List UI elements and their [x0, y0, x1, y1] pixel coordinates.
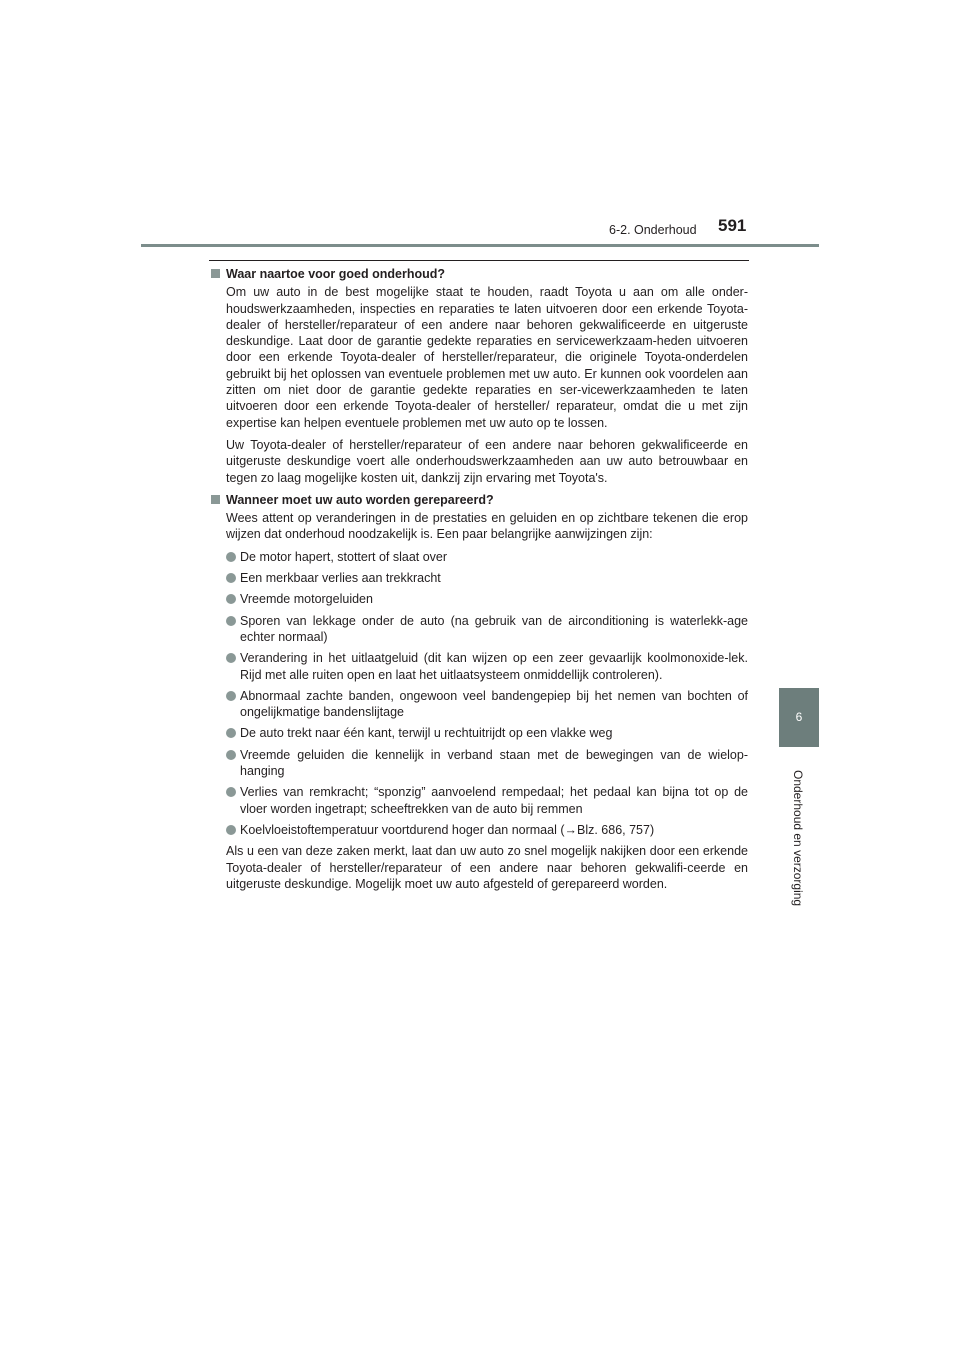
- page-content: [210, 266, 748, 898]
- list-item-text: Verlies van remkracht; “sponzig” aanvoelend rempedaal; het pedaal kan bijna tot op de vloer worden ingetrapt; scheeftrekken van de auto bij remmen: [240, 785, 748, 816]
- paragraph: Wees attent op veranderingen in de prestaties en geluiden en op zichtbare tekenen die erop wijzen dat onderhoud noodzakelijk is. Een paar belangrijke aanwijzingen zijn:: [226, 511, 748, 542]
- list-item-text: Sporen van lekkage onder de auto (na gebruik van de airconditioning is waterlekk-age echter normaal): [240, 613, 748, 644]
- paragraph: Om uw auto in de best mogelijke staat te houden, raadt Toyota u aan om alle onder-houdswerkzaamheden, inspecties en reparaties te laten uitvoeren door een erkende Toyota-dealer of hersteller/reparateur of een andere naar behoren gekwalificeerde en uitgeruste deskundige. Laat door de garantie gedekte reparaties en servicewerkzaam-heden uitvoeren door een erkende Toyota-dealer of hersteller/reparateur, die originele Toyota-onderdelen gebruikt bij het oplossen van eventuele problemen met uw auto. Er kunnen ook voordelen aan zitten om niet door de garantie gedekte reparaties en ser-vicewerkzaamheden te laten uitvoeren door een erkende Toyota-dealer of hersteller/ reparateur, omdat die u met zijn expertise kan helpen eventuele problemen met uw auto op te lossen.: [226, 285, 748, 430]
- list-item: [210, 688, 748, 721]
- list-item-text: Een merkbaar verlies aan trekkracht: [240, 571, 441, 586]
- circle-bullet-icon: [226, 616, 236, 626]
- page-number: 591: [718, 216, 747, 235]
- circle-bullet-icon: [226, 594, 236, 604]
- section-heading-where: [210, 266, 748, 282]
- circle-bullet-icon: [226, 573, 236, 583]
- list-item: [210, 549, 748, 565]
- circle-bullet-icon: [226, 653, 236, 663]
- list-item-text: Vreemde motorgeluiden: [240, 592, 373, 607]
- list-item-text: Vreemde geluiden die kennelijk in verband staan met de bewegingen van de wielop-hanging: [240, 747, 748, 779]
- circle-bullet-icon: [226, 691, 236, 701]
- circle-bullet-icon: [226, 825, 236, 835]
- list-item: [210, 613, 748, 646]
- chapter-side-label: Onderhoud en verzorging: [791, 770, 805, 907]
- square-bullet-icon: [211, 269, 220, 278]
- list-item-text: Verandering in het uitlaatgeluid (dit kan wijzen op een zeer gevaarlijk koolmonoxide-lek. Rijd met alle ruiten open en laat het uitlaatsysteem onmiddellijk controleren).: [240, 651, 748, 682]
- list-item: [210, 784, 748, 817]
- section-heading-text: Waar naartoe voor goed onderhoud?: [226, 267, 445, 281]
- list-item-text[interactable]: Koelvloeistoftemperatuur voortdurend hoger dan normaal (→Blz. 686, 757): [240, 822, 655, 837]
- content-top-rule: [209, 260, 749, 261]
- warning-signs-list: [210, 549, 748, 838]
- circle-bullet-icon: [226, 552, 236, 562]
- header-section-title: 6-2. Onderhoud: [609, 223, 697, 237]
- circle-bullet-icon: [226, 728, 236, 738]
- list-item: [210, 570, 748, 586]
- list-item: [210, 591, 748, 607]
- paragraph: Uw Toyota-dealer of hersteller/reparateur of een andere naar behoren gekwalificeerde en uitgeruste deskundige voert alle onderhoudswerkzaamheden aan uw auto betrouwbaar en tegen zo laag mogelijke kosten uit, dankzij zijn ervaring met Toyota's.: [226, 437, 748, 485]
- square-bullet-icon: [211, 495, 220, 504]
- list-item-text: De auto trekt naar één kant, terwijl u rechtuitrijdt op een vlakke weg: [240, 726, 613, 741]
- list-item: [210, 650, 748, 683]
- paragraph: Als u een van deze zaken merkt, laat dan uw auto zo snel mogelijk nakijken door een erkende Toyota-dealer of hersteller/reparateur of een andere naar behoren gekwalifi-ceerde en uitgeruste deskundige. Mogelijk moet uw auto afgesteld of gerepareerd worden.: [226, 844, 748, 891]
- list-item: [210, 725, 748, 741]
- chapter-tab[interactable]: 6: [779, 688, 819, 747]
- list-item-text: Abnormaal zachte banden, ongewoon veel bandengepiep bij het nemen van bochten of ongelijkmatige bandenslijtage: [240, 688, 748, 720]
- list-item: [210, 747, 748, 780]
- list-item: [210, 822, 748, 838]
- list-item-text: De motor hapert, stottert of slaat over: [240, 549, 448, 564]
- section-heading-when: [210, 492, 748, 508]
- header-rule: [141, 244, 819, 247]
- circle-bullet-icon: [226, 750, 236, 760]
- circle-bullet-icon: [226, 787, 236, 797]
- section-heading-text: Wanneer moet uw auto worden gerepareerd?: [226, 492, 494, 507]
